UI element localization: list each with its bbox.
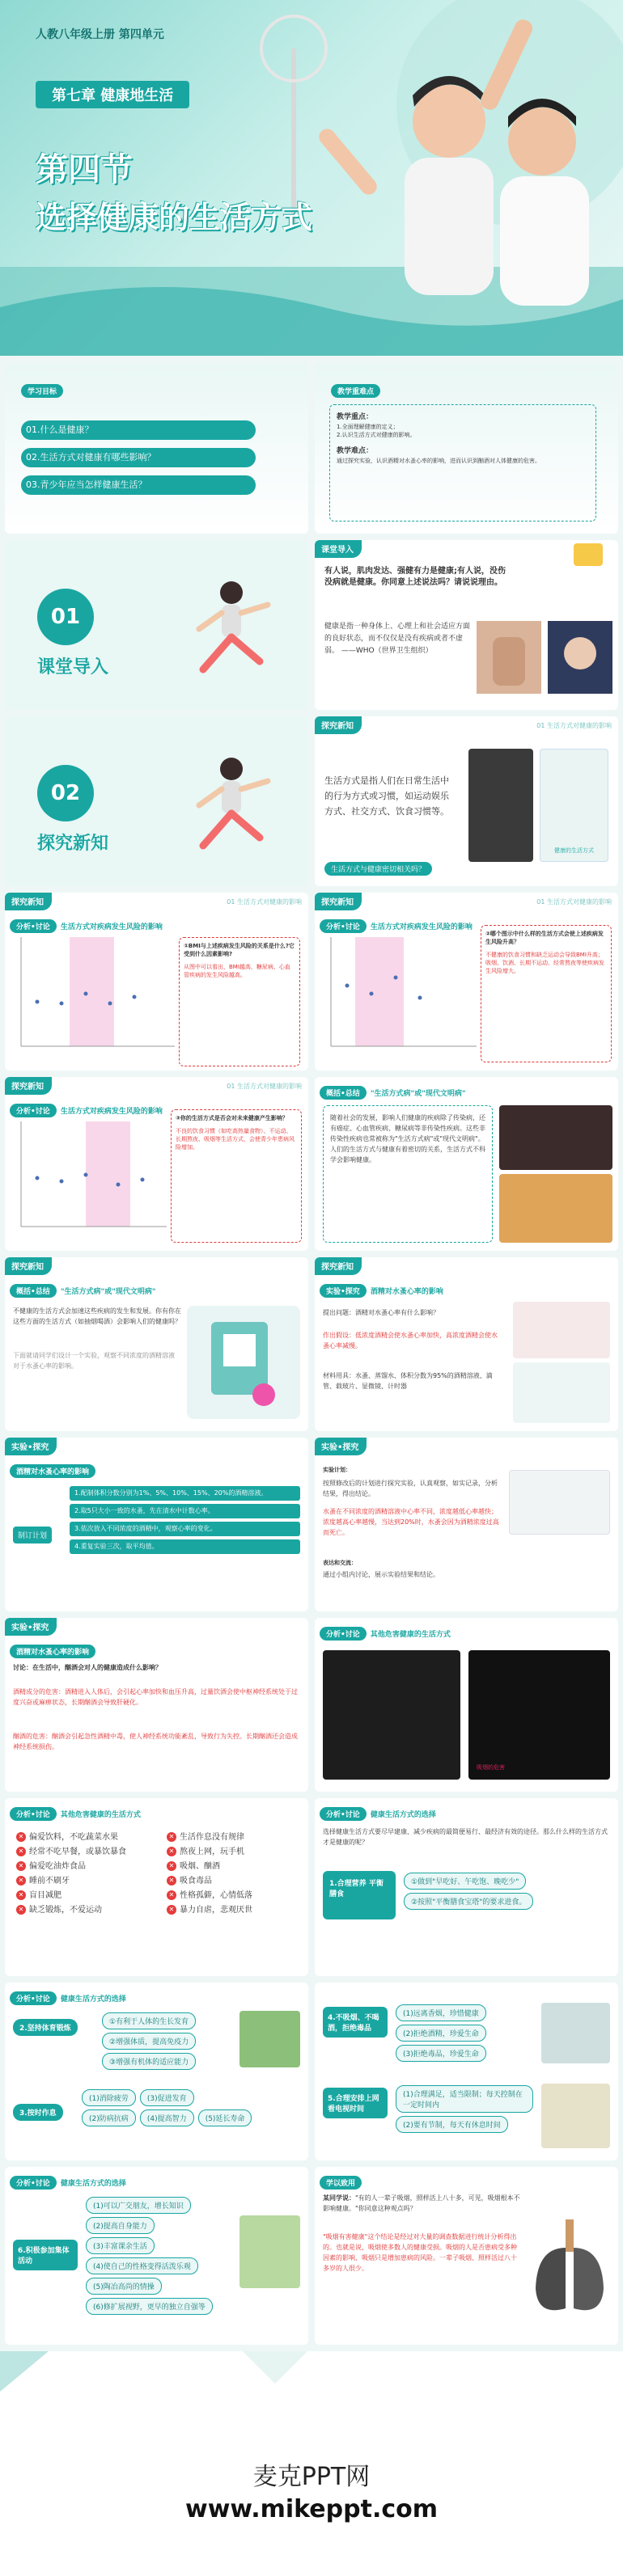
- rule5-item-2: (2)要有节制，每天有休息时间: [396, 2116, 508, 2133]
- lifestyle-badge: 生活方式与健康密切相关吗？: [324, 862, 432, 876]
- choice-intro: 选择健康生活方式要尽早建康、减少疾病的最简便易行、最经济有效的途径。那么什么样的生活方式才是健康的呢？: [323, 1828, 608, 1846]
- health-poster: [540, 749, 608, 862]
- experiment-hyp: 作出假设：低浓度酒精会使水蚤心率加快，高浓度酒精会使水蚤心率减慢。: [323, 1332, 498, 1349]
- chart-sub: 分析•讨论: [10, 919, 57, 933]
- experiment-sub-title: 酒精对水蚤心率的影响: [370, 1288, 443, 1296]
- x-icon: ✕: [16, 1905, 26, 1915]
- rule1-label: 1.合理营养 平衡膳食: [323, 1871, 396, 1919]
- chart-slide-2: [315, 893, 618, 1071]
- x-icon: ✕: [16, 1876, 26, 1886]
- lifestyle-header: 探究新知: [315, 716, 362, 734]
- habit-right-3: ✕ 吸烟、酗酒: [167, 1860, 252, 1874]
- apply-hdr: 学以致用: [320, 2176, 362, 2190]
- major-2: 2.认识生活方式对健康的影响。: [337, 432, 416, 438]
- steps-sub: 酒精对水蚤心率的影响: [10, 1464, 95, 1478]
- intro-question: 有人说，肌肉发达、强健有力是健康;有人说，没伤没病就是健康。你同意上述说法吗？请说说理由。: [324, 567, 506, 587]
- habit-right-5: ✕ 性格孤僻，心情低落: [167, 1889, 252, 1903]
- alcohol-p1: 酒精成分的危害：酒精进入人体后，会引起心率加快和血压升高，过量饮酒会使中枢神经系统处于过度兴奋或麻痹状态，长期酗酒会导致肝硬化。: [13, 1688, 298, 1706]
- chart-ans3: 不良的饮食习惯（如吃高热量食物）、不运动、长期熬夜、吸烟等生活方式，会使青少年患病风险增加。: [176, 1128, 295, 1151]
- intro-slide: [315, 540, 618, 710]
- rule2-item-1: ①有利于人体的生长发育: [102, 2012, 196, 2029]
- nosmoke-slide: [315, 1983, 618, 2160]
- alcohol-effect-slide: [5, 1618, 308, 1792]
- steps-header: 实验•探究: [5, 1438, 57, 1455]
- keypoints-slide: [315, 364, 618, 534]
- group-photo: [239, 2215, 300, 2288]
- cover-section: 第四节: [36, 151, 133, 188]
- poster-text: 健康的生活方式: [554, 847, 594, 854]
- step-1: 1.配制体积分数分别为1%、5%、10%、15%、20%的酒精溶液。: [70, 1486, 300, 1501]
- conclusion-c2: 水蚤在不同浓度的酒精溶液中心率不同，浓度越低心率越快；浓度越高心率越慢，当达到20%时，水蚤会因为酒精浓度过高而死亡。: [323, 1508, 499, 1536]
- x-icon: ✕: [16, 1890, 26, 1900]
- major-label: 教学重点：: [337, 413, 374, 421]
- x-icon: ✕: [16, 1832, 26, 1842]
- bmi-chart-2: [323, 937, 477, 1058]
- rule2-item-3: ③增强有机体的适应能力: [102, 2053, 196, 2070]
- step-3: 3.依次放入不同浓度的酒精中，观察心率的变化。: [70, 1522, 300, 1536]
- sport-photo: [239, 2011, 300, 2067]
- health-definition: 健康是指一种身体上、心理上和社会适应方面的良好状态，而不仅仅是没有疾病或者不虚弱。 ——WHO（世界卫生组织）: [324, 623, 471, 655]
- rule6-item-5: (5)陶冶高尚的情操: [86, 2278, 162, 2295]
- habits-slide: [5, 1798, 308, 1976]
- chart3-sub: 分析•讨论: [10, 1104, 57, 1117]
- disease-note: 下面就请同学们设计一个实验，观察不同浓度的酒精溶液对于水蚤心率的影响。: [13, 1352, 175, 1370]
- sport-hdr: 分析•讨论: [10, 1991, 57, 2005]
- choice-hdr: 分析•讨论: [320, 1807, 367, 1821]
- goals-slide: [5, 364, 308, 534]
- habit-left-1: ✕ 偏爱饮料，不吃蔬菜水果: [16, 1831, 126, 1845]
- rule3-item-2: (2)防病抗病: [82, 2109, 136, 2126]
- lifestyle-slide: [315, 716, 618, 886]
- intro-header: 课堂导入: [315, 540, 362, 558]
- disease-header: 探究新知: [5, 1257, 52, 1275]
- explore-section-slide: [5, 716, 308, 886]
- cover-title: 选择健康的生活方式: [36, 200, 313, 235]
- keypoints-label: 教学重难点: [331, 384, 380, 398]
- apply-answer: "吸烟有害健康"这个结论是经过对大量的调查数据进行统计分析得出的。也就是说，吸烟使多数人的健康受损。吸烟的人是否患病受多种因素的影响，吸烟只是增加患病的风险。一辈子吸烟、照样活过八十多岁的人很少。: [323, 2233, 517, 2272]
- chart2-sub: 分析•讨论: [320, 919, 367, 933]
- group-sub: 健康生活方式的选择: [60, 2180, 126, 2188]
- cover-grade: 人教八年级上册 第四单元: [36, 28, 164, 41]
- habit-left-5: ✕ 盲目减肥: [16, 1889, 126, 1903]
- chart-slide-3: [5, 1077, 308, 1251]
- lifestyle-text: 生活方式是指人们在日常生活中的行为方式或习惯，如运动娱乐方式、社交方式、饮食习惯等。: [324, 775, 449, 817]
- rule3-item-3: (3)促进发育: [140, 2089, 194, 2106]
- x-icon: ✕: [16, 1847, 26, 1856]
- rule4-item-1: (1)远离香烟，珍惜健康: [396, 2004, 486, 2021]
- experiment-q: 提出问题：酒精对水蚤心率有什么影响？: [323, 1309, 439, 1316]
- chart-ans1: 从图中可以看出，BMI越高，糖尿病、心血管疾病的发生风险越高。: [184, 964, 290, 978]
- intro-label: 课堂导入: [37, 657, 109, 678]
- disease-text: 不健康的生活方式会加速这些疾病的发生和发展。你有你在这些方面的生活方式（如抽烟喝酒）会影响人们的健康吗？: [13, 1307, 181, 1325]
- chart-header: 探究新知: [5, 893, 52, 910]
- chart3-sub-title: 生活方式对疾病发生风险的影响: [60, 1108, 163, 1116]
- choice-sub: 健康生活方式的选择: [370, 1811, 436, 1819]
- chart-slide-1: [5, 893, 308, 1071]
- minor-label: 教学难点：: [337, 447, 374, 455]
- conclusion-slide: [315, 1438, 618, 1611]
- habit-right-1: ✕ 生活作息没有规律: [167, 1831, 252, 1845]
- rule3-item-4: (4)提高智力: [140, 2109, 194, 2126]
- summary-text: 随着社会的发展，影响人们健康的疾病除了传染病，还有癌症、心血管疾病、糖尿病等非传染性疾病。这些非传染性疾病也常被称为"生活方式病"或"现代文明病"。人们的生活方式与健康有着密切的关系，生活方式不科学会影响健康。: [330, 1114, 485, 1163]
- x-icon: ✕: [167, 1890, 176, 1900]
- sport-slide: [5, 1983, 308, 2160]
- conclusion-c3: 表达和交流：: [323, 1560, 357, 1566]
- rule2-item-2: ②增强体质，提高免疫力: [102, 2033, 196, 2050]
- chart3-crumb: 01 生活方式对健康的影响: [227, 1083, 302, 1090]
- minor-text: 通过探究实验，认识酒精对水蚤心率的影响，进而认识到酗酒对人体健康的危害。: [337, 458, 540, 464]
- nosmoke-photo: [541, 2003, 610, 2063]
- goal-item-1: 01.什么是健康？: [21, 420, 256, 440]
- rule4-item-3: (3)拒绝毒品，珍爱生命: [396, 2045, 486, 2062]
- x-icon: ✕: [167, 1905, 176, 1915]
- chart-crumb: 01 生活方式对健康的影响: [227, 898, 302, 906]
- chart-q2: ②哪个图示中什么样的生活方式会使上述疾病发生风险升高？: [485, 931, 604, 945]
- apply-title: 某同学说：: [323, 2194, 355, 2202]
- intro-section-slide: [5, 540, 308, 710]
- footer-url[interactable]: www.mikeppt.com: [185, 2495, 438, 2523]
- chart2-crumb: 01 生活方式对健康的影响: [536, 898, 612, 906]
- rule1-item-1: ①做到"早吃好、午吃饱、晚吃少": [404, 1873, 526, 1890]
- runner-illustration-2: [167, 749, 288, 862]
- classroom-photo: [509, 1470, 610, 1535]
- chart2-sub-title: 生活方式对疾病发生风险的影响: [370, 923, 473, 931]
- microscope-photo: [513, 1362, 610, 1423]
- conclusion-header: 实验•探究: [315, 1438, 367, 1455]
- rule6-item-2: (2)提高自身能力: [86, 2217, 155, 2234]
- explore-label: 探究新知: [37, 834, 109, 854]
- goal-item-2: 02.生活方式对健康有哪些影响？: [21, 448, 256, 467]
- disease-sub-title: "生活方式病"或"现代文明病": [60, 1288, 156, 1296]
- cover-slide: [0, 0, 623, 356]
- step-4: 4.重复实验三次，取平均值。: [70, 1539, 300, 1554]
- rule5-label: 5.合理安排上网看电视时间: [323, 2088, 388, 2118]
- intro-num: 01: [37, 589, 94, 645]
- rule6-label: 6.积极参加集体活动: [13, 2240, 78, 2270]
- rule4-item-2: (2)拒绝酒精，珍爱生命: [396, 2025, 486, 2042]
- conclusion-c1: 按照修改后的计划进行探究实验，认真观察，如实记录，分析结果，得出结论。: [323, 1480, 498, 1497]
- lungs-illustration: [529, 2215, 610, 2321]
- habits-hdr: 分析•讨论: [10, 1807, 57, 1821]
- habit-left-3: ✕ 偏爱吃油炸食品: [16, 1860, 126, 1874]
- chart-sub-title: 生活方式对疾病发生风险的影响: [60, 923, 163, 931]
- group-hdr: 分析•讨论: [10, 2176, 57, 2190]
- habit-right-2: ✕ 熬夜上网，玩手机: [167, 1845, 252, 1860]
- smoke-video-1[interactable]: [323, 1650, 460, 1780]
- muscle-photo: [477, 621, 541, 694]
- x-icon: ✕: [167, 1876, 176, 1886]
- boy-head-2: [508, 108, 576, 175]
- experiment-slide: [315, 1257, 618, 1431]
- major-1: 1.全面理解健康的定义；: [337, 424, 399, 430]
- experiment-sub: 实验•探究: [320, 1284, 367, 1298]
- step-2: 2.取5只大小一致的水蚤，先在清水中计数心率。: [70, 1504, 300, 1518]
- disease-slide: [5, 1257, 308, 1431]
- bmi-chart: [13, 937, 175, 1058]
- apply-quote: "有的人一辈子吸烟，照样活上八十多，可见，吸烟根本不影响健康。"你同意这种观点吗？: [323, 2194, 520, 2212]
- habit-left-2: ✕ 经常不吃早餐，或暴饮暴食: [16, 1845, 126, 1860]
- smoking-video-slide: [315, 1618, 618, 1792]
- alcohol-p2: 酗酒的危害：酗酒会引起急性酒精中毒，使人神经系统功能紊乱，导致行为失控。长期酗酒还会造成神经系统损伤。: [13, 1733, 298, 1750]
- alcohol-sub: 酒精对水蚤心率的影响: [10, 1645, 95, 1658]
- cover-chapter: 第七章 健康地生活: [36, 81, 189, 108]
- apply-slide: [315, 2167, 618, 2345]
- experiment-header: 探究新知: [315, 1257, 362, 1275]
- smoking-sub: 其他危害健康的生活方式: [370, 1631, 451, 1639]
- rule1-item-2: ②按照"平衡膳食宝塔"的要求进食。: [404, 1893, 533, 1910]
- habits-sub: 其他危害健康的生活方式: [60, 1811, 141, 1819]
- bmi-chart-3: [13, 1121, 167, 1239]
- runner-illustration: [167, 572, 288, 686]
- rule6-item-6: (6)修扩展视野，更早的独立自强等: [86, 2298, 213, 2315]
- goals-label: 学习目标: [21, 384, 63, 398]
- chart2-header: 探究新知: [315, 893, 362, 910]
- rule4-label: 4.不吸烟、不喝酒，拒绝毒品: [323, 2007, 388, 2038]
- habit-right-6: ✕ 暴力自虐，悲观厌世: [167, 1903, 252, 1918]
- chart-q1: ①BMI与上述疾病发生风险的关系是什么?它受到什么因素影响?: [184, 943, 295, 957]
- explore-num: 02: [37, 765, 94, 821]
- habit-left-6: ✕ 缺乏锻炼，不爱运动: [16, 1903, 126, 1918]
- alcohol-header: 实验•探究: [5, 1618, 57, 1636]
- x-icon: ✕: [167, 1847, 176, 1856]
- rule3-item-5: (5)延长寿命: [198, 2109, 252, 2126]
- fastfood-photo: [499, 1174, 612, 1243]
- alcohol-q: 讨论：在生活中，酗酒会对人的健康造成什么影响？: [13, 1664, 162, 1671]
- elder-photo: [548, 621, 612, 694]
- steps-slide: [5, 1438, 308, 1611]
- sport-sub: 健康生活方式的选择: [60, 1995, 126, 2004]
- x-icon: ✕: [16, 1861, 26, 1871]
- summary-slide: [315, 1077, 618, 1251]
- lifestyle-crumb: 01 生活方式对健康的影响: [536, 722, 612, 729]
- smoke-caption: 吸烟的危害: [477, 1764, 505, 1771]
- tv-photo: [541, 2084, 610, 2148]
- disease-sub: 概括•总结: [10, 1284, 57, 1298]
- habit-left-4: ✕ 睡前不刷牙: [16, 1874, 126, 1889]
- choice-slide: [315, 1798, 618, 1976]
- experiment-mat: 材料用具：水蚤、蒸馏水、体积分数为95%的酒精溶液、滴管、载玻片、显微镜、计时器: [323, 1372, 493, 1390]
- summary-hdr: 概括•总结: [320, 1086, 367, 1100]
- group-slide: [5, 2167, 308, 2345]
- chart-ans2: 不健康的饮食习惯和缺乏运动会导致BMI升高；吸烟、饮酒、长期不运动、经常熬夜等使疾病发生风险增大。: [485, 952, 604, 974]
- smoke-video-2[interactable]: [468, 1650, 610, 1780]
- smoking-hdr: 分析•讨论: [320, 1627, 367, 1641]
- steps-label: 制订计划: [13, 1527, 52, 1543]
- summary-sub: "生活方式病"或"现代文明病": [370, 1090, 466, 1098]
- smoking-photo: [499, 1105, 612, 1170]
- rule2-label: 2.坚持体育锻炼: [13, 2019, 78, 2036]
- rule5-item-1: (1)合理满足，适当限制；每天控制在一定时间内: [396, 2085, 533, 2113]
- rule3-label: 3.按时作息: [13, 2104, 63, 2121]
- rule6-item-4: (4)使自己的性格变得活泼乐观: [86, 2257, 198, 2274]
- habit-right-4: ✕ 吸食毒品: [167, 1874, 252, 1889]
- daphnia-photo: [513, 1302, 610, 1358]
- rule6-item-3: (3)丰富课余生活: [86, 2237, 155, 2254]
- goal-item-3: 03.青少年应当怎样健康生活？: [21, 475, 256, 495]
- footer-decoration: [0, 2351, 623, 2416]
- chart-q3: ③你的生活方式是否会对未来健康产生影响？: [176, 1115, 288, 1121]
- x-icon: ✕: [167, 1832, 176, 1842]
- rule6-item-1: (1)可以广交朋友，增长知识: [86, 2197, 191, 2214]
- rule3-item-1: (1)消除疲劳: [82, 2089, 136, 2106]
- book-icon: [574, 543, 603, 566]
- chart3-header: 探究新知: [5, 1077, 52, 1095]
- footer-brand: 麦克PPT网: [252, 2463, 371, 2491]
- footer: [0, 2351, 623, 2576]
- conclusion-label: 实验计划：: [323, 1467, 351, 1473]
- night-photo: [468, 749, 533, 862]
- x-icon: ✕: [167, 1861, 176, 1871]
- dice-illustration: [187, 1306, 300, 1419]
- conclusion-c4: 通过小组内讨论，展示实验结果和结论。: [323, 1571, 439, 1578]
